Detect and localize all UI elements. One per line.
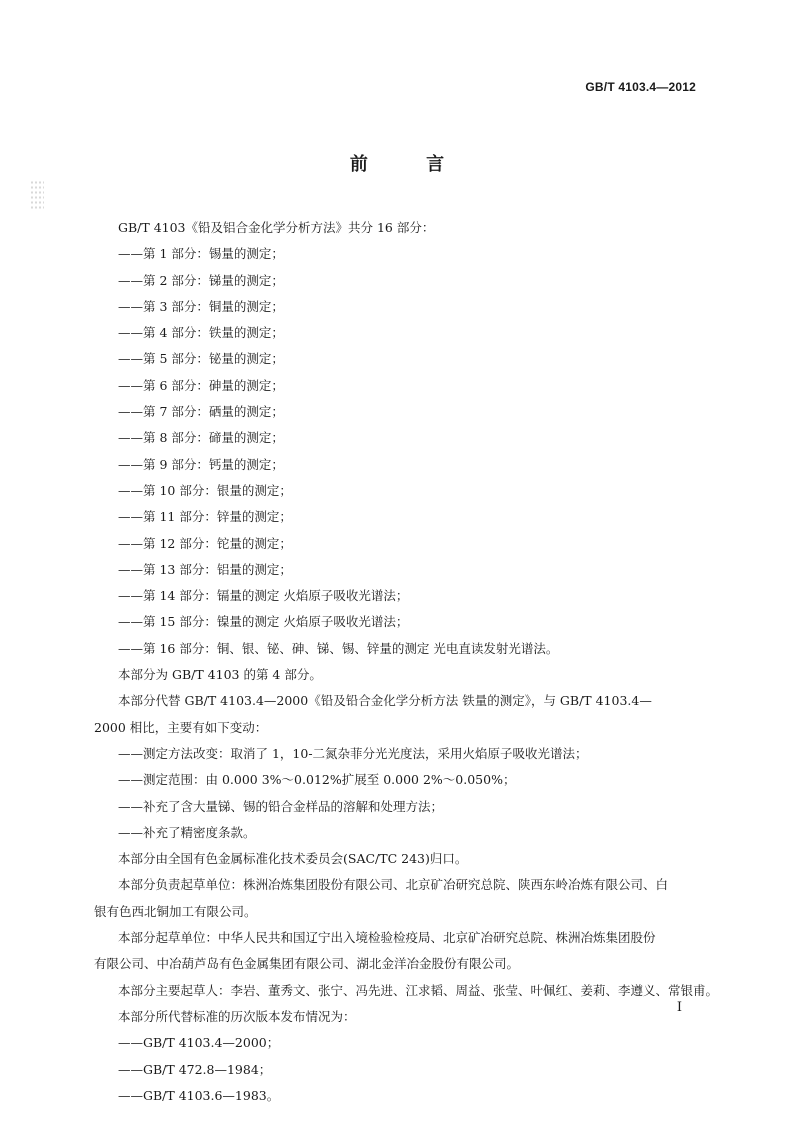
this-part-paragraph: 本部分为 GB/T 4103 的第 4 部分。 xyxy=(118,667,322,683)
history-intro: 本部分所代替标准的历次版本发布情况为： xyxy=(118,1008,356,1024)
changes-list xyxy=(118,741,698,846)
participating-units-line-2: 有限公司、中冶葫芦岛有色金属集团有限公司、湖北金洋冶金股份有限公司。 xyxy=(94,956,520,972)
proposed-by-paragraph: 本部分由全国有色金属标准化技术委员会(SAC/TC 243)归口。 xyxy=(118,851,468,867)
list-item: ——第 12 部分：铊量的测定； xyxy=(118,535,292,551)
list-item: ——第 9 部分：钙量的测定； xyxy=(118,456,284,472)
list-item: ——第 3 部分：铜量的测定； xyxy=(118,298,284,314)
list-item: ——测定范围：由 0.000 3%～0.012%扩展至 0.000 2%～0.050%； xyxy=(118,772,516,788)
list-item: ——第 2 部分：锑量的测定； xyxy=(118,272,284,288)
list-item: ——第 5 部分：铋量的测定； xyxy=(118,351,284,367)
history-list xyxy=(118,1030,698,1109)
participating-units-line-1: 本部分起草单位：中华人民共和国辽宁出入境检验检疫局、北京矿冶研究总院、株洲冶炼集团股份 xyxy=(118,930,656,946)
list-item: ——第 16 部分：铜、银、铋、砷、锑、锡、锌量的测定 光电直读发射光谱法。 xyxy=(118,640,559,656)
page-title: 前 言 xyxy=(349,154,471,175)
parts-list xyxy=(118,241,698,662)
list-item: ——第 6 部分：砷量的测定； xyxy=(118,377,284,393)
replaces-paragraph-line-1: 本部分代替 GB/T 4103.4—2000《铅及铅合金化学分析方法 铁量的测定》，与 GB/T 4103.4— xyxy=(118,693,652,709)
list-item: ——第 14 部分：镉量的测定 火焰原子吸收光谱法； xyxy=(118,588,409,604)
list-item: ——GB/T 472.8—1984； xyxy=(118,1061,272,1077)
list-item: ——第 11 部分：锌量的测定； xyxy=(118,509,292,525)
page-number: I xyxy=(676,1000,682,1015)
list-item: ——第 1 部分：锡量的测定； xyxy=(118,246,284,262)
responsible-units-line-2: 银有色西北铜加工有限公司。 xyxy=(94,903,257,919)
drafters-paragraph: 本部分主要起草人：李岩、董秀文、张宁、冯先进、江求韬、周益、张莹、叶佩红、姜莉、李遵义、常银甫。 xyxy=(118,982,719,998)
list-item: ——GB/T 4103.4—2000； xyxy=(118,1035,280,1051)
standard-code: GB/T 4103.4—2012 xyxy=(585,80,696,94)
list-item: ——第 8 部分：碲量的测定； xyxy=(118,430,284,446)
list-item: ——第 15 部分：镍量的测定 火焰原子吸收光谱法； xyxy=(118,614,409,630)
list-item: ——补充了含大量锑、锡的铅合金样品的溶解和处理方法； xyxy=(118,798,444,814)
list-item: ——第 10 部分：银量的测定； xyxy=(118,482,292,498)
replaces-paragraph-line-2: 2000 相比，主要有如下变动： xyxy=(94,719,268,735)
list-item: ——测定方法改变：取消了 1，10-二氮杂菲分光光度法，采用火焰原子吸收光谱法； xyxy=(118,745,588,761)
list-item: ——GB/T 4103.6—1983。 xyxy=(118,1087,280,1103)
scan-artifact xyxy=(30,180,44,210)
list-item: ——第 4 部分：铁量的测定； xyxy=(118,325,284,341)
foreword-body xyxy=(94,215,719,1109)
responsible-units-line-1: 本部分负责起草单位：株洲冶炼集团股份有限公司、北京矿冶研究总院、陕西东岭冶炼有限公司、白 xyxy=(118,877,669,893)
intro-paragraph: GB/T 4103《铅及铝合金化学分析方法》共分 16 部分： xyxy=(118,220,435,235)
list-item: ——第 13 部分：铝量的测定； xyxy=(118,561,292,577)
list-item: ——补充了精密度条款。 xyxy=(118,824,256,840)
list-item: ——第 7 部分：硒量的测定； xyxy=(118,404,284,420)
